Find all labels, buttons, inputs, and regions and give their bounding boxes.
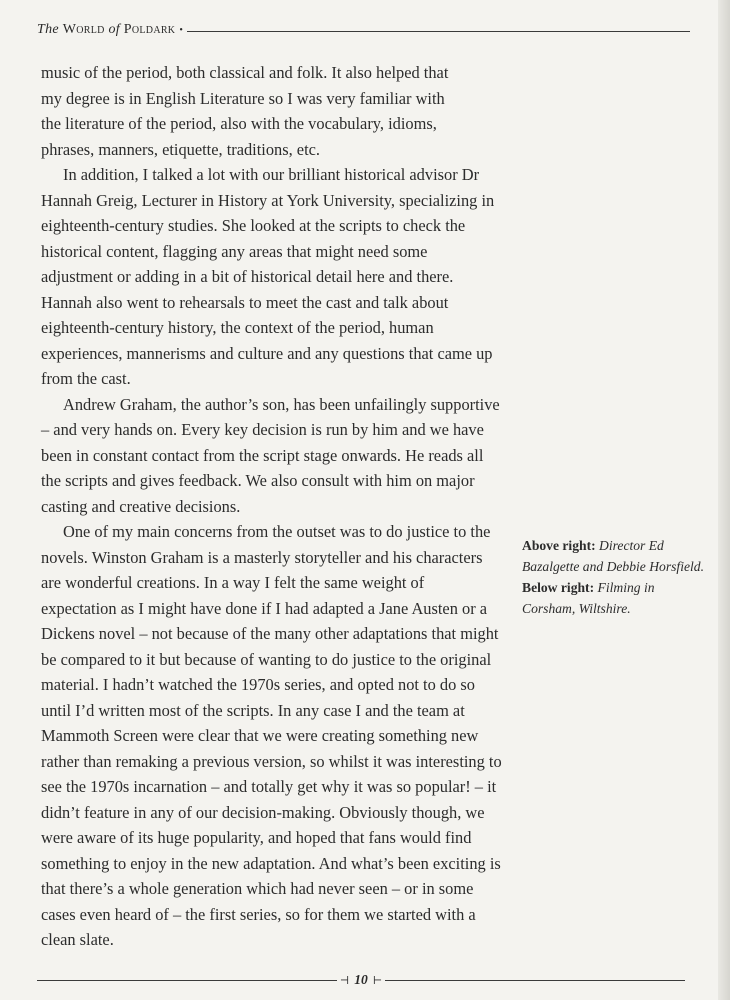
footer-rule-left (37, 980, 337, 981)
continued-line-2: my degree is in English Literature so I was very familiar with (41, 88, 445, 108)
running-head-world: World (62, 22, 105, 37)
page-footer (37, 969, 685, 991)
continued-line-1: music of the period, both classical and folk. It also helped that (41, 63, 449, 82)
continued-line-3: the literature of the period, also with the vocabulary, idioms, (41, 114, 437, 133)
page-number: 10 (354, 972, 368, 987)
body-text (41, 60, 503, 953)
caption-below-text: Filming in Corsham, Wiltshire. (522, 580, 655, 616)
caption-above-right (522, 535, 704, 577)
footer-rule-right (385, 980, 685, 981)
footer-ornament-right: ⊢ (372, 974, 383, 987)
running-head (37, 18, 690, 42)
running-head-title (37, 22, 175, 38)
caption-below-label: Below right: (522, 580, 595, 595)
running-head-rule (187, 31, 690, 32)
caption-below-right (522, 577, 704, 619)
running-head-ornament: • (179, 24, 183, 36)
running-head-the: The (37, 22, 59, 37)
continued-line-4: phrases, manners, etiquette, traditions, etc. (41, 139, 321, 159)
paragraph-main-concerns: One of my main concerns from the outset was to do justice to the novels. Winston Graham is a masterly storyteller and his characters are wonderful creations. In a way I felt the same weight of expectation as I might have done if I had adapted a Jane Austen or a Dickens novel – not because of the many other adaptations that might be compared to it but because of wanting to do justice to the original material. I hadn’t watched the 1970s series, and opted not to do so until I’d written most of the scripts. In any case I and the team at Mammoth Screen were clear that we were creating something new rather than remaking a previous version, so whilst it was interesting to see the 1970s incarnation – and totally get why it was so popular! – it didn’t feature in any of our decision-making. Obviously though, we were aware of its huge popularity, and hoped that fans would find something to enjoy in the new adaptation. And what’s been exciting is that there’s a whole generation which had never seen – or in some cases even heard of – the first series, so for them we started with a clean slate. (41, 522, 502, 949)
running-head-of: of (108, 22, 120, 37)
photo-captions (522, 535, 704, 619)
caption-above-text: Director Ed Bazalgette and Debbie Horsfield. (522, 538, 704, 574)
page-edge (718, 0, 730, 1000)
running-head-poldark: Poldark (123, 22, 176, 37)
paragraph-historical-advisor: In addition, I talked a lot with our brilliant historical advisor Dr Hannah Greig, Lecturer in History at York University, specializing in eighteenth-century studies. She looked at the scripts to check the historical content, flagging any areas that might need some adjustment or adding in a bit of historical detail here and there. Hannah also went to rehearsals to meet the cast and talk about eighteenth-century history, the context of the period, human experiences, mannerisms and culture and any questions that came up from the cast. (41, 165, 495, 388)
paragraph-andrew-graham: Andrew Graham, the author’s son, has been unfailingly supportive – and very hands on. Every key decision is run by him and we have been in constant contact from the script stage onwards. He reads all the scripts and gives feedback. We also consult with him on major casting and creative decisions. (41, 394, 500, 516)
caption-above-label: Above right: (522, 538, 596, 553)
footer-ornament-left: ⊣ (339, 974, 350, 987)
